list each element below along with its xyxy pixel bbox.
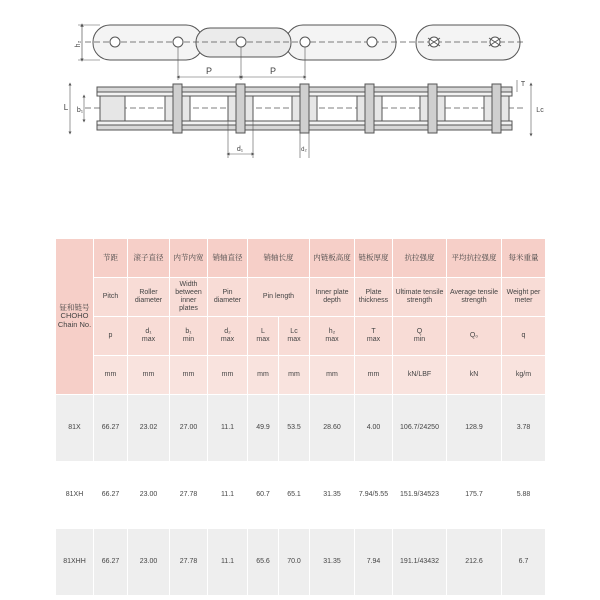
col-en: Pitch [94, 278, 128, 317]
col-zh: 滚子直径 [128, 239, 170, 278]
value-cell: 212.6 [447, 529, 502, 596]
value-cell: 128.9 [447, 395, 502, 462]
col-en: Pin length [248, 278, 310, 317]
Lc-label: Lc [536, 107, 544, 114]
value-cell: 4.00 [355, 395, 393, 462]
col-en: Weight per meter [502, 278, 546, 317]
value-cell: 66.27 [94, 462, 128, 529]
h2-label: h₂ [75, 40, 82, 48]
value-cell: 191.1/43432 [393, 529, 447, 596]
col-zh: 销轴直径 [208, 239, 248, 278]
T-label: T [520, 81, 526, 88]
value-cell: 60.7 [248, 462, 279, 529]
col-zh: 内节内宽 [170, 239, 208, 278]
col-sym: d₂ max [208, 317, 248, 356]
value-cell: 151.9/34523 [393, 462, 447, 529]
model-cell: 81XHH [56, 529, 94, 596]
value-cell: 23.00 [128, 529, 170, 596]
col-sym: T max [355, 317, 393, 356]
value-cell: 65.6 [248, 529, 279, 596]
col-sym: p [94, 317, 128, 356]
d2-label: d₂ [301, 147, 307, 153]
col-zh: 抗拉强度 [393, 239, 447, 278]
col-en: Ultimate tensile strength [393, 278, 447, 317]
table-row [56, 462, 546, 529]
value-cell: 27.78 [170, 529, 208, 596]
value-cell: 66.27 [94, 395, 128, 462]
col-unit: mm [208, 356, 248, 395]
value-cell: 23.02 [128, 395, 170, 462]
col-zh: 平均抗拉强度 [447, 239, 502, 278]
col-zh: 节距 [94, 239, 128, 278]
chain-technical-drawing [0, 0, 600, 200]
col-zh: 内链板高度 [310, 239, 355, 278]
value-cell: 27.78 [170, 462, 208, 529]
value-cell: 106.7/24250 [393, 395, 447, 462]
model-header-en1: CHOHO [60, 311, 89, 321]
value-cell: 175.7 [447, 462, 502, 529]
value-cell: 27.00 [170, 395, 208, 462]
col-sym: b₁ min [170, 317, 208, 356]
col-sym: Q min [393, 317, 447, 356]
model-header-zh: 钲和链号 [59, 302, 90, 312]
col-unit: mm [355, 356, 393, 395]
col-unit: mm [279, 356, 310, 395]
chain-spec-table [55, 238, 546, 596]
header-row-chinese [56, 239, 546, 278]
col-sym: L max [248, 317, 279, 356]
col-sym: Lc max [279, 317, 310, 356]
model-cell: 81XH [56, 462, 94, 529]
col-unit: mm [310, 356, 355, 395]
value-cell: 6.7 [502, 529, 546, 596]
header-row-unit [56, 356, 546, 395]
value-cell: 53.5 [279, 395, 310, 462]
col-en: Average tensile strength [447, 278, 502, 317]
value-cell: 7.94 [355, 529, 393, 596]
value-cell: 66.27 [94, 529, 128, 596]
col-sym: h₂ max [310, 317, 355, 356]
pitch-label-2: P [269, 66, 277, 76]
value-cell: 28.60 [310, 395, 355, 462]
value-cell: 70.0 [279, 529, 310, 596]
value-cell: 65.1 [279, 462, 310, 529]
col-unit: mm [248, 356, 279, 395]
table-row [56, 529, 546, 596]
header-row-symbol [56, 317, 546, 356]
value-cell: 11.1 [208, 462, 248, 529]
d1-label: d₁ [236, 146, 244, 153]
header-row-english [56, 278, 546, 317]
col-en: Plate thickness [355, 278, 393, 317]
col-zh: 链板厚度 [355, 239, 393, 278]
col-en: Roller diameter [128, 278, 170, 317]
value-cell: 23.00 [128, 462, 170, 529]
pitch-label-1: P [205, 66, 213, 76]
side-view [85, 84, 525, 133]
col-unit: kN/LBF [393, 356, 447, 395]
col-sym: d₁ max [128, 317, 170, 356]
value-cell: 7.94/5.55 [355, 462, 393, 529]
value-cell: 5.88 [502, 462, 546, 529]
b1-label: b₁ [76, 107, 84, 114]
col-unit: kN [447, 356, 502, 395]
value-cell: 3.78 [502, 395, 546, 462]
col-zh: 销轴长度 [248, 239, 310, 278]
model-header-cell [56, 239, 94, 395]
col-en: Pin diameter [208, 278, 248, 317]
value-cell: 31.35 [310, 462, 355, 529]
value-cell: 49.9 [248, 395, 279, 462]
value-cell: 11.1 [208, 529, 248, 596]
col-en: Inner plate depth [310, 278, 355, 317]
value-cell: 11.1 [208, 395, 248, 462]
col-sym: Q₀ [447, 317, 502, 356]
table-row [56, 395, 546, 462]
col-unit: mm [170, 356, 208, 395]
value-cell: 31.35 [310, 529, 355, 596]
col-en: Width between inner plates [170, 278, 208, 317]
col-zh: 每米重量 [502, 239, 546, 278]
col-unit: kg/m [502, 356, 546, 395]
L-label: L [63, 103, 69, 112]
col-unit: mm [94, 356, 128, 395]
col-unit: mm [128, 356, 170, 395]
col-sym: q [502, 317, 546, 356]
model-cell: 81X [56, 395, 94, 462]
model-header-en2: Chain No. [57, 319, 92, 329]
